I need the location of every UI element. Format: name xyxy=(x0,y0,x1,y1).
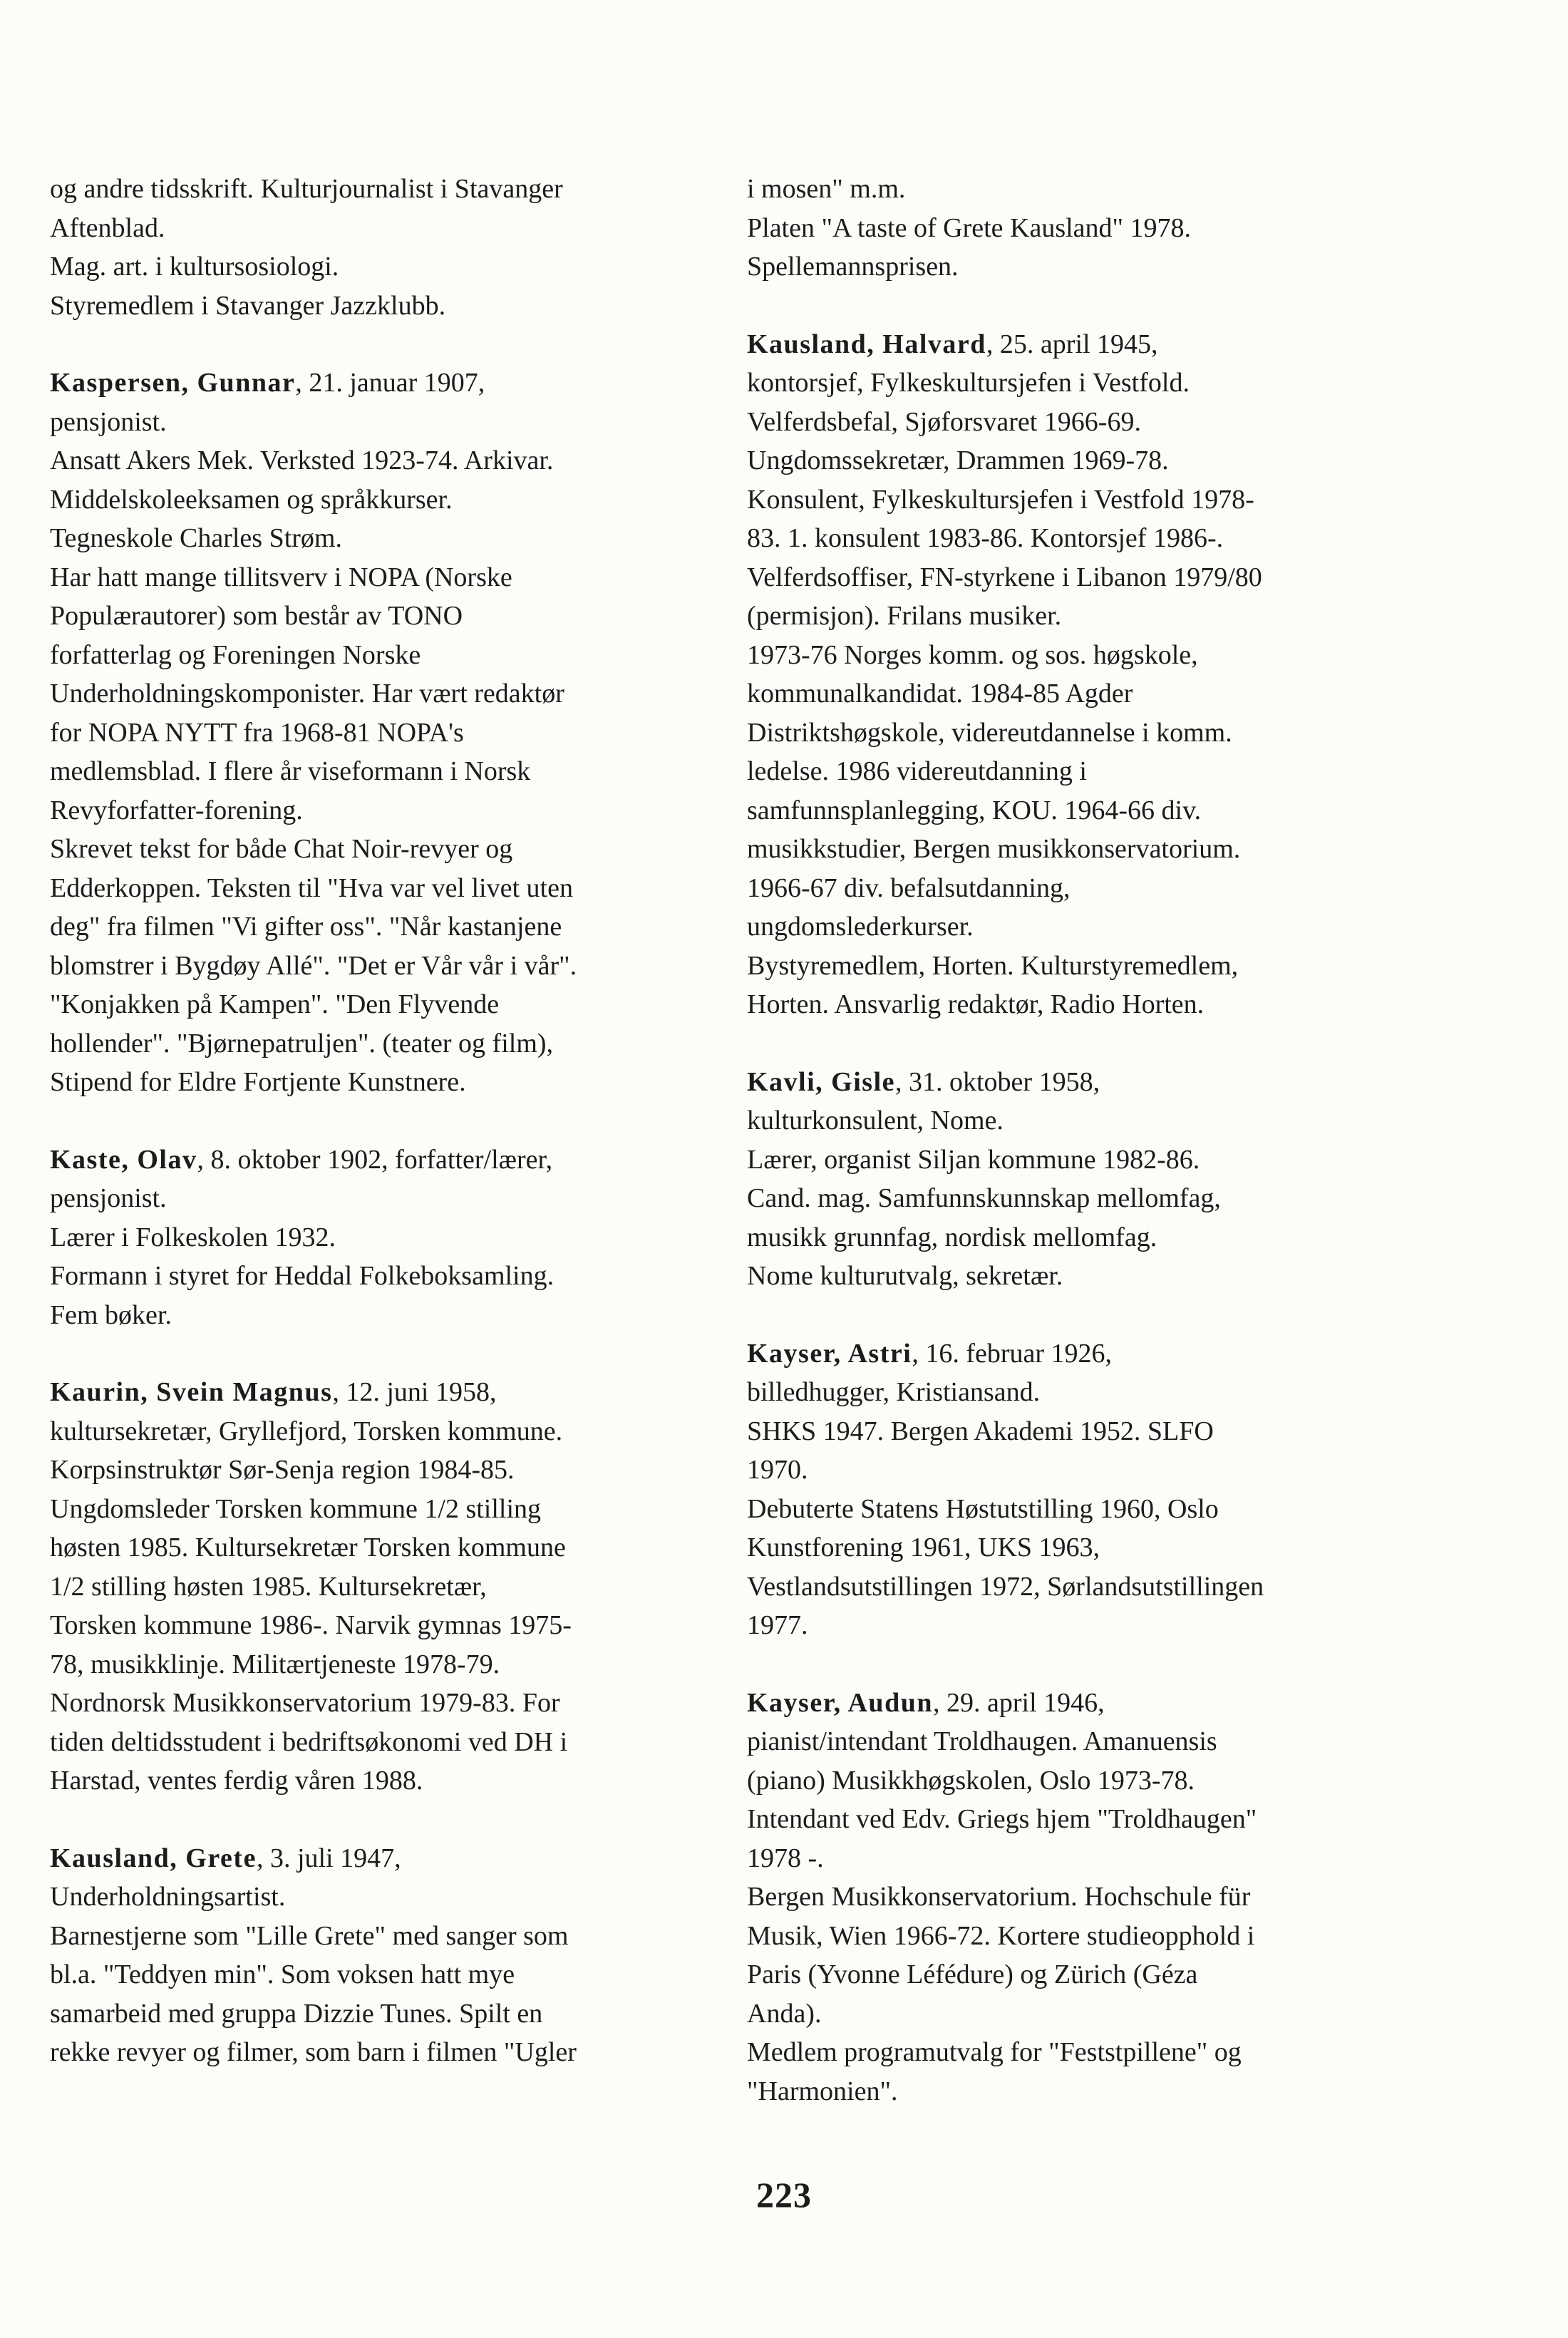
entry-line: Ansatt Akers Mek. Verksted 1923-74. Arkivar. xyxy=(50,446,554,475)
entry-line: Tegneskole Charles Strøm. xyxy=(50,523,342,553)
entry-heading-rest: , 31. oktober 1958, xyxy=(895,1066,1100,1097)
entry-line: (piano) Musikkhøgskolen, Oslo 1973-78. xyxy=(747,1765,1195,1796)
entry-line: "Harmonien". xyxy=(747,2076,898,2106)
entry-heading xyxy=(50,1373,706,1412)
entry-heading-rest: , 25. april 1945, xyxy=(986,329,1158,359)
entry-line: bl.a. "Teddyen min". Som voksen hatt mye xyxy=(50,1960,515,1989)
entry-name: Kausland, Halvard xyxy=(747,329,986,359)
entry-line: Skrevet tekst for både Chat Noir-revyer og xyxy=(50,834,513,864)
entry-heading xyxy=(50,364,706,403)
entry-line: (permisjon). Frilans musiker. xyxy=(747,601,1062,631)
entry-line: Kunstforening 1961, UKS 1963, xyxy=(747,1533,1100,1562)
entry-line: pensjonist. xyxy=(50,1183,167,1213)
entry-line: Barnestjerne som "Lille Grete" med sanger som xyxy=(50,1920,569,1951)
entry-line: Formann i styret for Heddal Folkeboksamling. xyxy=(50,1261,555,1291)
entry-line: Intendant ved Edv. Griegs hjem "Troldhaugen" xyxy=(747,1804,1257,1834)
entry-kausland-grete xyxy=(50,1839,706,2072)
entry-heading-rest: , 16. februar 1926, xyxy=(912,1338,1113,1369)
entry-line: rekke revyer og filmer, som barn i filmen "Ugler xyxy=(50,2037,577,2067)
entry-name: Kavli, Gisle xyxy=(747,1066,895,1097)
entry-line: Paris (Yvonne Léfédure) og Zürich (Géza xyxy=(747,1960,1198,1989)
entry-line: deg" fra filmen "Vi gifter oss". "Når kastanjene xyxy=(50,912,562,942)
entry-line: kontorsjef, Fylkeskultursjefen i Vestfold. xyxy=(747,368,1190,398)
entry-line: Distriktshøgskole, videreutdannelse i komm. xyxy=(747,717,1232,748)
entry-line: musikkstudier, Bergen musikkonservatorium. xyxy=(747,834,1241,864)
entry-line: Populærautorer) som består av TONO xyxy=(50,601,463,631)
entry-line: 1966-67 div. befalsutdanning, xyxy=(747,872,1071,903)
entry-line: hollender". "Bjørnepatruljen". (teater og film), xyxy=(50,1028,554,1059)
entry-line: Underholdningskomponister. Har vært redaktør xyxy=(50,679,564,709)
entry-heading-rest: , 21. januar 1907, xyxy=(295,368,485,398)
entry-line: 1978 -. xyxy=(747,1843,824,1873)
entry-line: i mosen" m.m. xyxy=(747,174,906,204)
entry-line: samfunnsplanlegging, KOU. 1964-66 div. xyxy=(747,795,1202,825)
entry-heading xyxy=(747,1684,1403,1723)
entry-line: 1970. xyxy=(747,1455,808,1485)
entry-line: 78, musikklinje. Militærtjeneste 1978-79. xyxy=(50,1649,500,1679)
entry-line: Platen "A taste of Grete Kausland" 1978. xyxy=(747,212,1192,243)
entry-heading-rest: , 8. oktober 1902, forfatter/lærer, xyxy=(197,1144,553,1175)
entry-line: Bystyremedlem, Horten. Kulturstyremedlem, xyxy=(747,950,1239,981)
entry-line: Medlem programutvalg for "Feststpillene" og xyxy=(747,2037,1242,2067)
entry-line: Korpsinstruktør Sør-Senja region 1984-85. xyxy=(50,1455,515,1485)
entry-kavli-gisle xyxy=(747,1063,1403,1296)
entry-kausland-halvard xyxy=(747,325,1403,1024)
entry-line: Velferdsbefal, Sjøforsvaret 1966-69. xyxy=(747,406,1141,437)
entry-line: og andre tidsskrift. Kulturjournalist i Stavanger xyxy=(50,174,563,204)
entry-line: SHKS 1947. Bergen Akademi 1952. SLFO xyxy=(747,1416,1214,1446)
entry-line: Torsken kommune 1986-. Narvik gymnas 1975- xyxy=(50,1610,572,1640)
entry-kayser-audun xyxy=(747,1684,1403,2111)
entry-line: Stipend for Eldre Fortjente Kunstnere. xyxy=(50,1067,466,1097)
entry-continuation xyxy=(50,170,706,325)
entry-line: Edderkoppen. Teksten til "Hva var vel livet uten xyxy=(50,872,573,903)
entry-line: kommunalkandidat. 1984-85 Agder xyxy=(747,679,1133,709)
entry-line: Spellemannsprisen. xyxy=(747,252,959,282)
entry-line: tiden deltidsstudent i bedriftsøkonomi ved DH i xyxy=(50,1726,568,1757)
entry-line: Lærer, organist Siljan kommune 1982-86. xyxy=(747,1144,1200,1175)
entry-name: Kayser, Astri xyxy=(747,1338,912,1369)
entry-line: Styremedlem i Stavanger Jazzklubb. xyxy=(50,290,446,321)
entry-line: 1/2 stilling høsten 1985. Kultursekretær, xyxy=(50,1571,487,1602)
page-number: 223 xyxy=(756,2175,812,2215)
entry-heading xyxy=(50,1839,706,1878)
entry-line: Vestlandsutstillingen 1972, Sørlandsutstillingen xyxy=(747,1571,1264,1602)
entry-line: Middelskoleeksamen og språkkurser. xyxy=(50,484,453,515)
entry-line: Harstad, ventes ferdig våren 1988. xyxy=(50,1766,423,1796)
entry-line: Cand. mag. Samfunnskunnskap mellomfag, xyxy=(747,1183,1221,1213)
entry-line: Horten. Ansvarlig redaktør, Radio Horten. xyxy=(747,989,1205,1019)
entry-heading xyxy=(747,1334,1403,1374)
right-column xyxy=(747,170,1403,2111)
entry-line: samarbeid med gruppa Dizzie Tunes. Spilt en xyxy=(50,1998,543,2029)
entry-line: ledelse. 1986 videreutdanning i xyxy=(747,756,1087,786)
entry-line: Velferdsoffiser, FN-styrkene i Libanon 1979/80 xyxy=(747,562,1262,592)
entry-line: Musik, Wien 1966-72. Kortere studieopphold i xyxy=(747,1920,1255,1951)
entry-heading xyxy=(747,325,1403,364)
entry-kaste-olav xyxy=(50,1140,706,1335)
entry-line: 1977. xyxy=(747,1610,808,1640)
left-column xyxy=(50,170,706,2072)
entry-name: Kaurin, Svein Magnus xyxy=(50,1377,333,1407)
entry-line: Fem bøker. xyxy=(50,1299,172,1330)
entry-line: Ungdomsleder Torsken kommune 1/2 stilling xyxy=(50,1493,542,1524)
entry-line: blomstrer i Bygdøy Allé". "Det er Vår vår i vår". xyxy=(50,950,577,981)
entry-line: musikk grunnfag, nordisk mellomfag. xyxy=(747,1222,1157,1252)
entry-kaurin-svein-magnus xyxy=(50,1373,706,1801)
entry-heading xyxy=(747,1063,1403,1102)
entry-line: høsten 1985. Kultursekretær Torsken kommune xyxy=(50,1533,566,1562)
entry-heading-rest: , 3. juli 1947, xyxy=(256,1843,401,1873)
entry-kaspersen-gunnar xyxy=(50,364,706,1102)
entry-line: Aftenblad. xyxy=(50,212,165,243)
entry-line: Mag. art. i kultursosiologi. xyxy=(50,252,339,282)
entry-kayser-astri xyxy=(747,1334,1403,1645)
entry-line: Konsulent, Fylkeskultursjefen i Vestfold 1978- xyxy=(747,484,1254,515)
entry-line: pensjonist. xyxy=(50,406,167,437)
entry-continuation xyxy=(747,170,1403,287)
entry-line: ungdomslederkurser. xyxy=(747,912,974,942)
entry-line: Bergen Musikkonservatorium. Hochschule für xyxy=(747,1882,1251,1912)
entry-line: forfatterlag og Foreningen Norske xyxy=(50,639,421,670)
entry-heading xyxy=(50,1140,706,1180)
entry-line: billedhugger, Kristiansand. xyxy=(747,1377,1041,1407)
entry-line: Anda). xyxy=(747,1998,822,2029)
entry-line: Nome kulturutvalg, sekretær. xyxy=(747,1261,1063,1291)
entry-line: Revyforfatter-forening. xyxy=(50,795,303,825)
entry-line: "Konjakken på Kampen". "Den Flyvende xyxy=(50,989,500,1019)
entry-line: Nordnorsk Musikkonservatorium 1979-83. For xyxy=(50,1688,560,1718)
entry-line: 83. 1. konsulent 1983-86. Kontorsjef 1986-. xyxy=(747,523,1224,553)
entry-line: kultursekretær, Gryllefjord, Torsken kommune. xyxy=(50,1416,563,1446)
entry-line: 1973-76 Norges komm. og sos. høgskole, xyxy=(747,639,1198,670)
entry-line: Lærer i Folkeskolen 1932. xyxy=(50,1222,336,1252)
entry-name: Kausland, Grete xyxy=(50,1843,257,1873)
entry-line: Ungdomssekretær, Drammen 1969-78. xyxy=(747,446,1169,475)
entry-line: kulturkonsulent, Nome. xyxy=(747,1106,1004,1135)
entry-line: Debuterte Statens Høstutstilling 1960, Oslo xyxy=(747,1493,1219,1524)
entry-heading-rest: , 29. april 1946, xyxy=(932,1687,1105,1718)
entry-name: Kaste, Olav xyxy=(50,1144,197,1175)
entry-line: medlemsblad. I flere år viseformann i Norsk xyxy=(50,756,531,786)
entry-line: pianist/intendant Troldhaugen. Amanuensis xyxy=(747,1726,1217,1756)
entry-line: for NOPA NYTT fra 1968-81 NOPA's xyxy=(50,717,464,748)
entry-line: Underholdningsartist. xyxy=(50,1882,286,1912)
entry-heading-rest: , 12. juni 1958, xyxy=(332,1377,497,1407)
entry-name: Kayser, Audun xyxy=(747,1687,933,1718)
entry-name: Kaspersen, Gunnar xyxy=(50,368,296,398)
entry-line: Har hatt mange tillitsverv i NOPA (Norske xyxy=(50,562,512,592)
